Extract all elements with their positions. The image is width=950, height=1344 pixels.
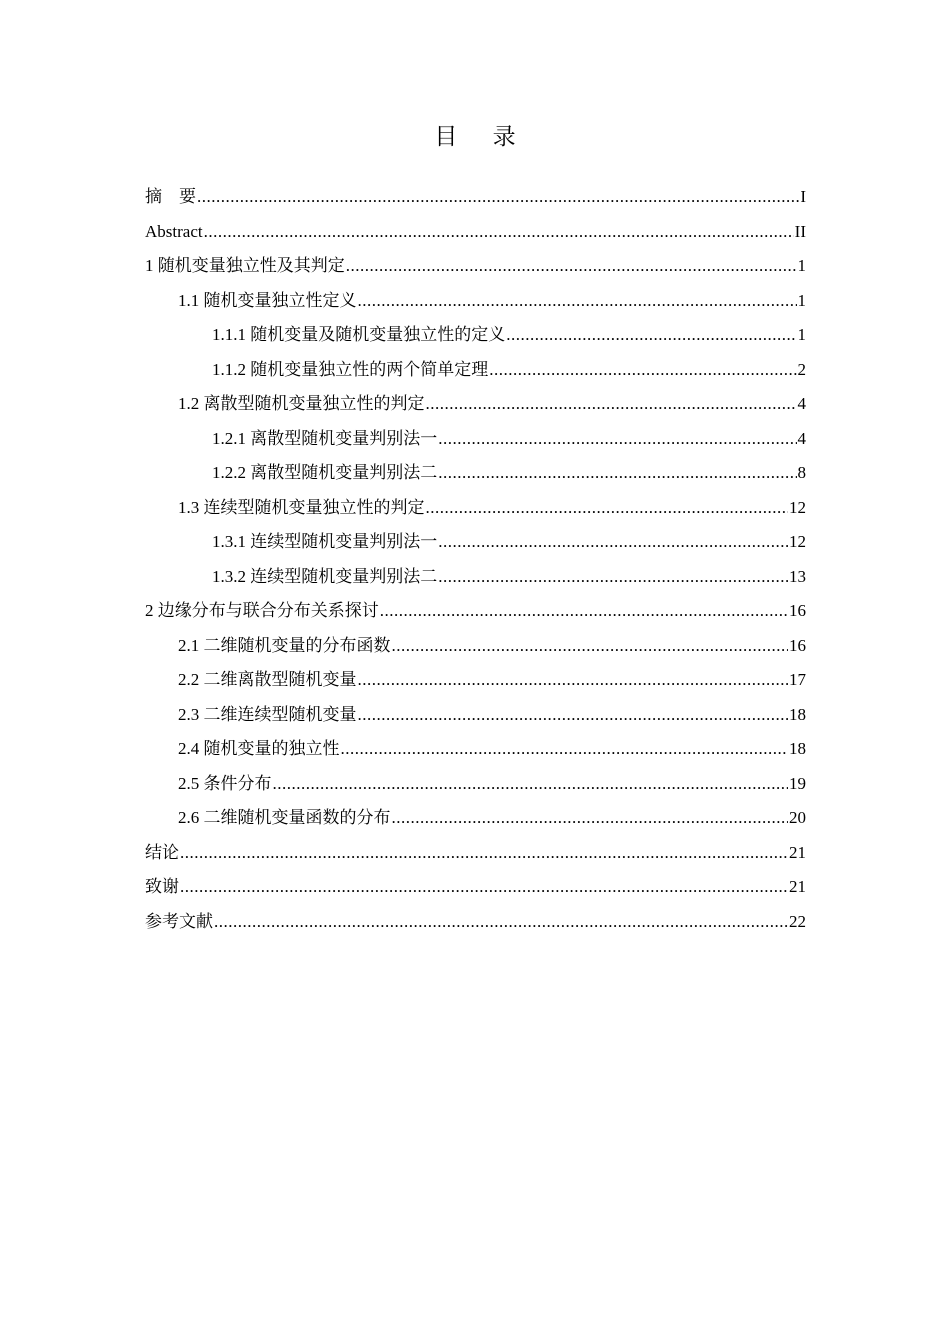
dot-leader [426, 491, 789, 526]
dot-leader [358, 698, 789, 733]
toc-entry-page-number: 16 [789, 601, 806, 620]
toc-entry[interactable] [145, 525, 806, 560]
dot-leader [506, 318, 796, 353]
toc-entry-page-number: 4 [797, 428, 806, 448]
dot-leader [426, 387, 797, 422]
toc-entry[interactable] [145, 801, 806, 836]
dot-leader [380, 594, 788, 629]
toc-entry-page-number: 1 [797, 290, 806, 310]
dot-leader [438, 525, 788, 560]
dot-leader [180, 870, 788, 905]
toc-entry[interactable] [145, 663, 806, 698]
toc-entry[interactable] [145, 249, 806, 284]
dot-leader [438, 422, 796, 457]
table-of-contents [145, 180, 806, 939]
toc-entry-label: 1.1.2 随机变量独立性的两个简单定理 [212, 359, 489, 379]
toc-entry-page-number: 22 [789, 911, 806, 931]
dot-leader [392, 801, 789, 836]
toc-entry[interactable] [145, 456, 806, 491]
dot-leader [358, 284, 797, 319]
toc-entry[interactable] [145, 905, 806, 940]
toc-entry-label: 1.2 离散型随机变量独立性的判定 [178, 394, 425, 413]
toc-entry[interactable] [145, 180, 806, 215]
toc-entry[interactable] [145, 767, 806, 802]
dot-leader [438, 456, 796, 491]
toc-entry-label: 2.6 二维随机变量函数的分布 [178, 808, 391, 827]
toc-entry[interactable] [145, 284, 806, 319]
toc-entry-page-number: 20 [789, 808, 806, 827]
toc-entry-label: 2 边缘分布与联合分布关系探讨 [145, 601, 379, 620]
toc-entry[interactable] [145, 318, 806, 353]
dot-leader [273, 767, 789, 802]
toc-entry-label: 1.3 连续型随机变量独立性的判定 [178, 497, 425, 517]
toc-entry[interactable] [145, 594, 806, 629]
dot-leader [204, 215, 794, 250]
toc-entry-label: 1.3.1 连续型随机变量判别法一 [212, 532, 438, 551]
toc-entry-label: 结论 [145, 842, 179, 862]
toc-entry-page-number: 2 [797, 359, 806, 379]
dot-leader [341, 732, 789, 767]
toc-entry-page-number: 21 [789, 842, 806, 862]
toc-entry-label: 1 随机变量独立性及其判定 [145, 256, 345, 275]
toc-entry-label: 2.3 二维连续型随机变量 [178, 704, 357, 724]
toc-entry-label: Abstract [145, 221, 203, 241]
toc-entry-page-number: 21 [789, 877, 806, 896]
toc-entry-label: 摘 要 [145, 187, 196, 206]
toc-entry-label: 2.1 二维随机变量的分布函数 [178, 635, 391, 655]
dot-leader [489, 353, 796, 388]
toc-entry[interactable] [145, 629, 806, 664]
dot-leader [346, 249, 797, 284]
toc-entry-label: 1.1.1 随机变量及随机变量独立性的定义 [212, 325, 506, 344]
dot-leader [214, 905, 788, 940]
toc-entry-page-number: 12 [789, 497, 806, 517]
dot-leader [438, 560, 788, 595]
toc-entry-page-number: I [800, 187, 806, 206]
toc-entry-page-number: 18 [789, 739, 806, 758]
toc-entry[interactable] [145, 870, 806, 905]
toc-entry-label: 参考文献 [145, 911, 213, 931]
toc-entry-page-number: 16 [789, 635, 806, 655]
toc-entry-label: 1.2.2 离散型随机变量判别法二 [212, 463, 438, 482]
toc-entry[interactable] [145, 491, 806, 526]
toc-entry-page-number: 17 [789, 670, 806, 689]
toc-entry-page-number: 4 [797, 394, 806, 413]
toc-entry[interactable] [145, 422, 806, 457]
toc-entry-label: 2.2 二维离散型随机变量 [178, 670, 357, 689]
toc-entry-page-number: 19 [789, 773, 806, 793]
toc-entry-label: 致谢 [145, 877, 179, 896]
dot-leader [197, 180, 799, 215]
toc-entry-label: 2.4 随机变量的独立性 [178, 739, 340, 758]
toc-entry[interactable] [145, 387, 806, 422]
toc-entry[interactable] [145, 836, 806, 871]
toc-entry[interactable] [145, 353, 806, 388]
toc-entry-label: 2.5 条件分布 [178, 773, 272, 793]
toc-entry[interactable] [145, 560, 806, 595]
toc-entry[interactable] [145, 698, 806, 733]
toc-entry-page-number: 12 [789, 532, 806, 551]
dot-leader [358, 663, 789, 698]
dot-leader [180, 836, 788, 871]
toc-entry-page-number: 18 [789, 704, 806, 724]
toc-entry-label: 1.1 随机变量独立性定义 [178, 290, 357, 310]
toc-entry[interactable] [145, 732, 806, 767]
toc-entry-label: 1.3.2 连续型随机变量判别法二 [212, 566, 438, 586]
page-title: 目 录 [434, 124, 530, 150]
toc-entry[interactable] [145, 215, 806, 250]
toc-entry-page-number: 13 [789, 566, 806, 586]
dot-leader [392, 629, 789, 664]
toc-entry-page-number: 8 [797, 463, 806, 482]
toc-entry-label: 1.2.1 离散型随机变量判别法一 [212, 428, 438, 448]
toc-entry-page-number: 1 [797, 325, 806, 344]
toc-entry-page-number: 1 [797, 256, 806, 275]
toc-entry-page-number: II [794, 221, 806, 241]
